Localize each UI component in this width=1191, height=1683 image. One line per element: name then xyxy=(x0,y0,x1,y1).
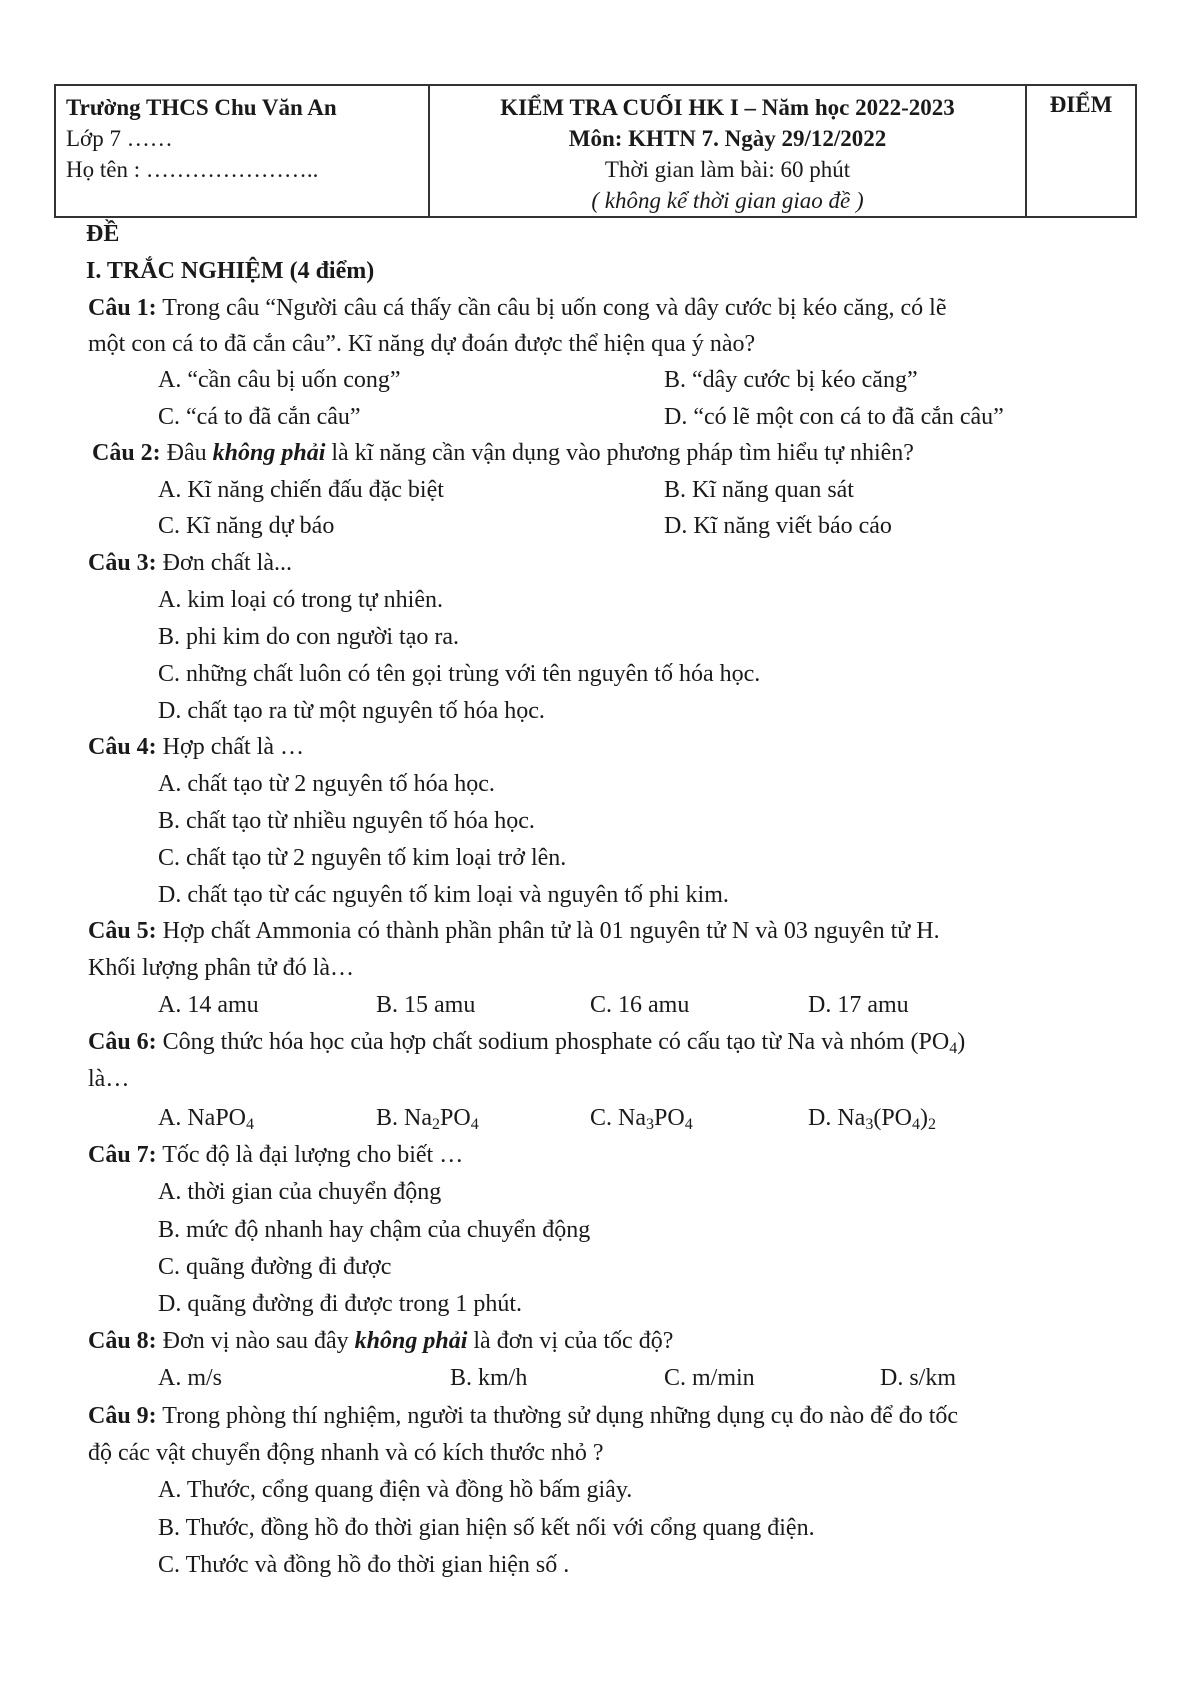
option-a: A. Thước, cổng quang điện và đồng hồ bấm giây. xyxy=(158,1477,633,1503)
option-a: A. 14 amu xyxy=(158,992,259,1018)
option-d: D. Kĩ năng viết báo cáo xyxy=(664,513,892,539)
option-a: A. kim loại có trong tự nhiên. xyxy=(158,587,443,613)
emphasis: không phải xyxy=(212,440,326,466)
option-c: C. “cá to đã cắn câu” xyxy=(158,404,361,430)
option-d: D. “có lẽ một con cá to đã cắn câu” xyxy=(664,404,1004,430)
question-label: Câu 3: xyxy=(88,550,157,576)
option-a: A. “cần câu bị uốn cong” xyxy=(158,367,401,393)
question-9: Câu 9: Trong phòng thí nghiệm, người ta thường sử dụng những dụng cụ đo nào để đo tốc xyxy=(88,1403,959,1429)
question-label: Câu 8: xyxy=(88,1328,157,1354)
question-2: Câu 2: Đâu không phải là kĩ năng cần vận dụng vào phương pháp tìm hiểu tự nhiên? xyxy=(92,440,914,466)
option-b: B. mức độ nhanh hay chậm của chuyển động xyxy=(158,1217,591,1243)
option-c: C. quãng đường đi được xyxy=(158,1254,392,1280)
question-5: Câu 5: Hợp chất Ammonia có thành phần phân tử là 01 nguyên tử N và 03 nguyên tử H. xyxy=(88,918,940,944)
exam-duration: Thời gian làm bài: 60 phút xyxy=(604,157,851,182)
option-b: B. 15 amu xyxy=(376,992,476,1018)
emphasis: không phải xyxy=(354,1328,468,1354)
question-label: Câu 4: xyxy=(88,734,157,760)
question-label: Câu 9: xyxy=(88,1403,157,1429)
question-label: Câu 2: xyxy=(92,440,161,466)
exam-info xyxy=(429,85,1026,217)
exam-header xyxy=(54,84,1137,218)
question-label: Câu 7: xyxy=(88,1142,157,1168)
question-3: Câu 3: Đơn chất là... xyxy=(88,550,292,576)
option-a: A. NaPO$_4$ xyxy=(158,1105,255,1133)
question-9-cont: độ các vật chuyển động nhanh và có kích thước nhỏ ? xyxy=(88,1440,604,1466)
class-field: Lớp 7 …… xyxy=(66,126,173,151)
section-title: I. TRẮC NGHIỆM (4 điểm) xyxy=(86,258,375,284)
name-field: Họ tên : ………………….. xyxy=(66,157,319,182)
question-1 xyxy=(88,290,946,326)
option-c: C. $Na_3PO_4$ xyxy=(590,1105,693,1133)
question-4: Câu 4: Hợp chất là … xyxy=(88,734,304,760)
option-b: B. km/h xyxy=(450,1365,528,1391)
option-a: A. thời gian của chuyển động xyxy=(158,1179,442,1205)
question-8: Câu 8: Đơn vị nào sau đây không phải là đơn vị của tốc độ? xyxy=(88,1328,674,1354)
score-box xyxy=(1026,85,1136,217)
exam-subject: Môn: KHTN 7. Ngày 29/12/2022 xyxy=(568,126,887,151)
option-b: B. Thước, đồng hồ đo thời gian hiện số kết nối với cổng quang điện. xyxy=(158,1515,815,1541)
question-label: Câu 5: xyxy=(88,918,157,944)
option-d: D. s/km xyxy=(880,1365,957,1391)
option-d: D. quãng đường đi được trong 1 phút. xyxy=(158,1291,523,1317)
question-7: Câu 7: Tốc độ là đại lượng cho biết … xyxy=(88,1142,464,1168)
option-d: D. chất tạo từ các nguyên tố kim loại và nguyên tố phi kim. xyxy=(158,882,729,908)
option-b: B. chất tạo từ nhiều nguyên tố hóa học. xyxy=(158,808,535,834)
option-d: D. $Na_3(PO_4)_2$ xyxy=(808,1105,936,1133)
option-c: C. m/min xyxy=(664,1365,755,1391)
question-label: Câu 6: xyxy=(88,1029,157,1055)
question-5-cont: Khối lượng phân tử đó là… xyxy=(88,955,355,981)
de-label: ĐỀ xyxy=(86,221,120,247)
option-c: C. Thước và đồng hồ đo thời gian hiện số . xyxy=(158,1552,570,1578)
exam-title: KIỂM TRA CUỐI HK I – Năm học 2022-2023 xyxy=(500,95,955,120)
question-6: Câu 6: Công thức hóa học của hợp chất sodium phosphate có cấu tạo từ Na và nhóm $(PO_4)$ xyxy=(88,1029,966,1057)
exam-note: ( không kể thời gian giao đề ) xyxy=(591,188,864,213)
option-d: D. 17 amu xyxy=(808,992,909,1018)
score-label: ĐIỂM xyxy=(1049,92,1113,117)
option-d: D. chất tạo ra từ một nguyên tố hóa học. xyxy=(158,698,545,724)
option-b: B. phi kim do con người tạo ra. xyxy=(158,624,459,650)
option-a: A. chất tạo từ 2 nguyên tố hóa học. xyxy=(158,771,495,797)
question-1-cont: một con cá to đã cắn câu”. Kĩ năng dự đoán được thể hiện qua ý nào? xyxy=(88,331,756,357)
option-b: B. $Na_2PO_4$ xyxy=(376,1105,479,1133)
student-info xyxy=(55,85,429,217)
option-a: A. m/s xyxy=(158,1365,223,1391)
option-b: B. “dây cước bị kéo căng” xyxy=(664,367,918,393)
option-c: C. chất tạo từ 2 nguyên tố kim loại trở lên. xyxy=(158,845,567,871)
option-c: C. 16 amu xyxy=(590,992,690,1018)
option-a: A. Kĩ năng chiến đấu đặc biệt xyxy=(158,477,444,503)
option-c: C. Kĩ năng dự báo xyxy=(158,513,335,539)
option-c: C. những chất luôn có tên gọi trùng với tên nguyên tố hóa học. xyxy=(158,661,761,687)
question-label: Câu 1: xyxy=(88,295,157,321)
question-text: Trong câu “Người câu cá thấy cần câu bị uốn cong và dây cước bị kéo căng, có lẽ xyxy=(162,295,947,321)
school-name: Trường THCS Chu Văn An xyxy=(66,95,337,120)
question-6-cont: là… xyxy=(88,1066,130,1092)
option-b: B. Kĩ năng quan sát xyxy=(664,477,854,503)
